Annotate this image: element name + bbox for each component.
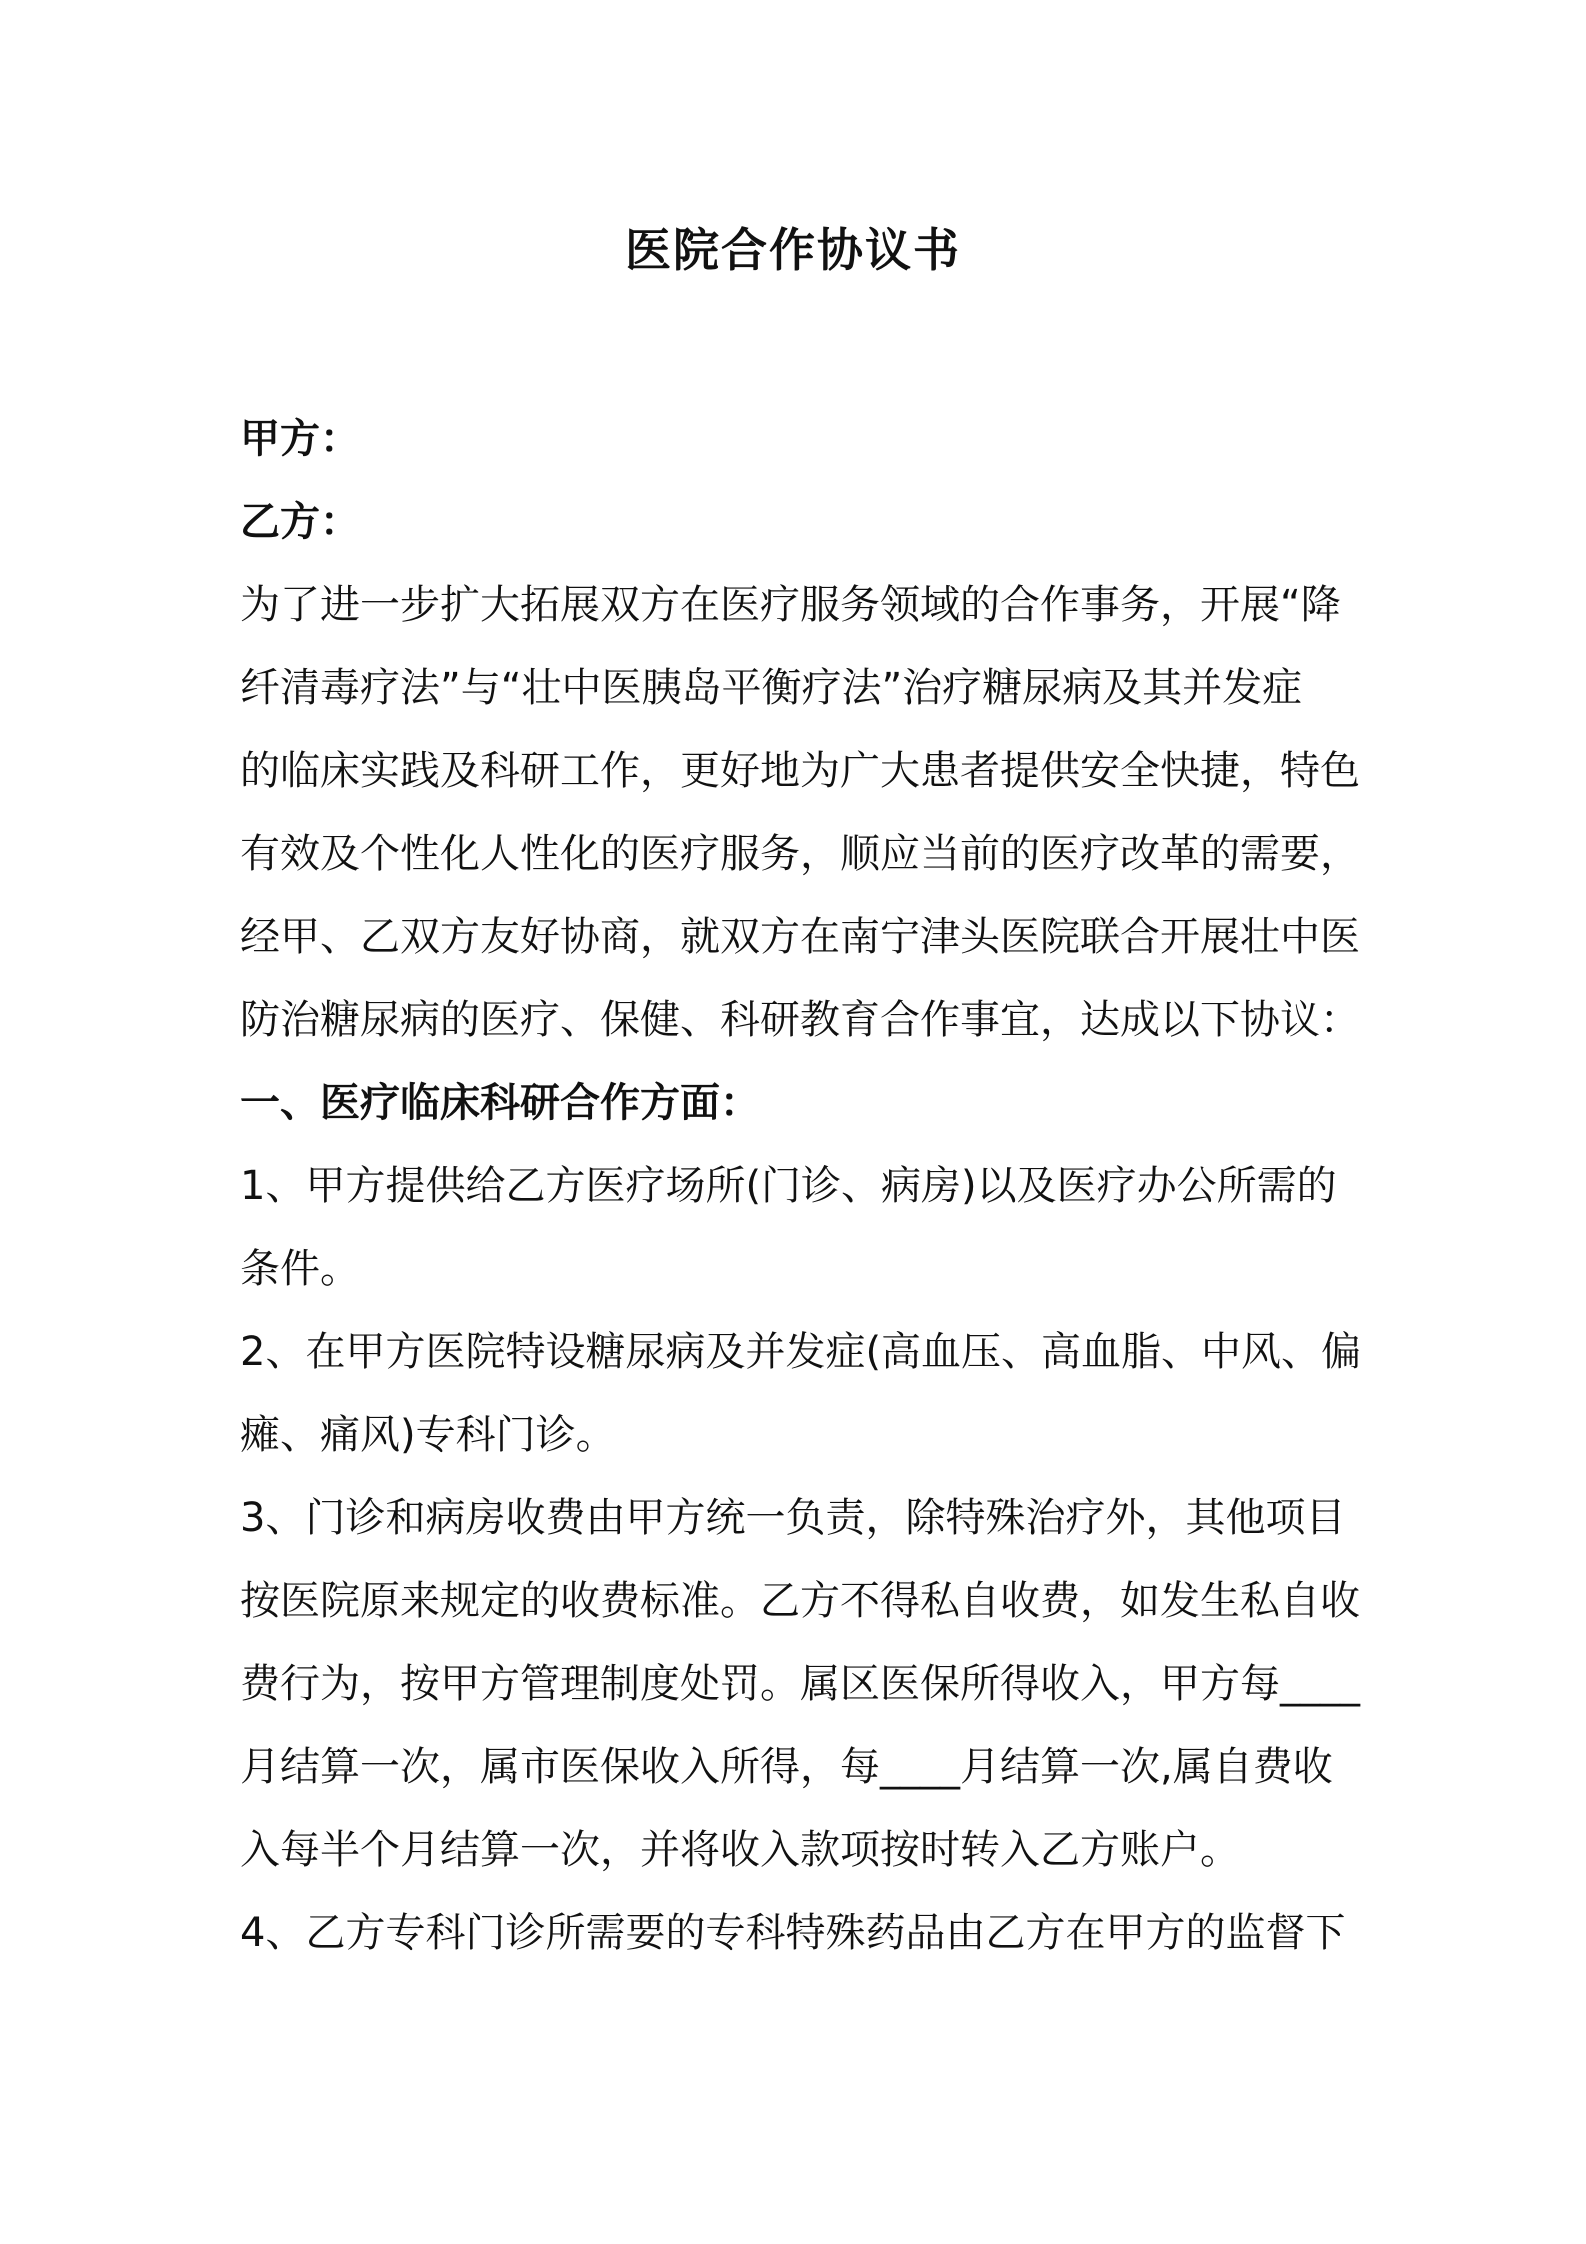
paragraph-line: 4、乙方专科门诊所需要的专科特殊药品由乙方在甲方的监督下 bbox=[240, 1910, 1346, 1956]
paragraph-line: 防治糖尿病的医疗、保健、科研教育合作事宜，达成以下协议： bbox=[240, 997, 1360, 1043]
clause-2 bbox=[240, 1311, 1362, 1477]
paragraph-line: 入每半个月结算一次，并将收入款项按时转入乙方账户。 bbox=[240, 1827, 1240, 1873]
paragraph-line: 为了进一步扩大拓展双方在医疗服务领域的合作事务，开展“降 bbox=[240, 582, 1341, 628]
paragraph-line: 有效及个性化人性化的医疗服务，顺应当前的医疗改革的需要， bbox=[240, 831, 1360, 877]
paragraph-line: 2、在甲方医院特设糖尿病及并发症(高血压、高血脂、中风、偏 bbox=[240, 1329, 1362, 1375]
paragraph-line: 条件。 bbox=[240, 1246, 360, 1292]
paragraph-line: 经甲、乙双方友好协商，就双方在南宁津头医院联合开展壮中医 bbox=[240, 914, 1360, 960]
party-b-label: 乙方： bbox=[240, 499, 360, 545]
paragraph-line: 纤清毒疗法”与“壮中医胰岛平衡疗法”治疗糖尿病及其并发症 bbox=[240, 665, 1303, 711]
paragraph-line: 月结算一次，属市医保收入所得，每____月结算一次,属自费收 bbox=[240, 1744, 1333, 1790]
clause-1 bbox=[240, 1145, 1350, 1311]
paragraph-line: 的临床实践及科研工作，更好地为广大患者提供安全快捷，特色 bbox=[240, 748, 1360, 794]
document-title: 医院合作协议书 bbox=[625, 223, 961, 277]
paragraph-line: 按医院原来规定的收费标准。乙方不得私自收费，如发生私自收 bbox=[240, 1578, 1360, 1624]
intro-paragraph bbox=[240, 564, 1360, 1062]
paragraph-line: 瘫、痛风)专科门诊。 bbox=[240, 1412, 616, 1458]
clause-4 bbox=[240, 1892, 1350, 1975]
section-heading: 一、医疗临床科研合作方面： bbox=[240, 1080, 760, 1126]
paragraph-line: 费行为，按甲方管理制度处罚。属区医保所得收入，甲方每____ bbox=[240, 1661, 1360, 1707]
paragraph-line: 3、门诊和病房收费由甲方统一负责，除特殊治疗外，其他项目 bbox=[240, 1495, 1346, 1541]
document-body bbox=[240, 398, 1362, 1975]
party-a-label: 甲方： bbox=[240, 416, 360, 462]
clause-3 bbox=[240, 1477, 1360, 1892]
paragraph-line: 1、甲方提供给乙方医疗场所(门诊、病房)以及医疗办公所需的 bbox=[240, 1163, 1337, 1209]
